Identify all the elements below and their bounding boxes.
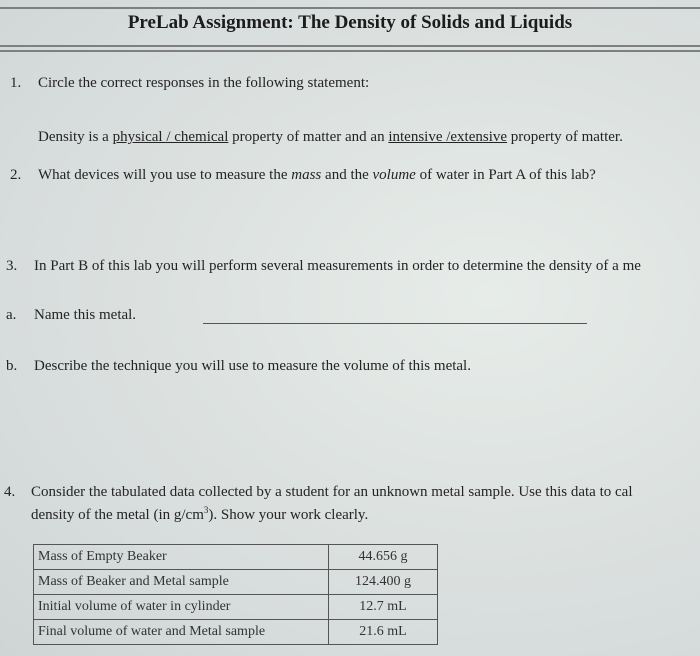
row-value: 12.7 mL: [329, 595, 438, 620]
q3a-letter: a.: [6, 307, 17, 323]
table-row: [34, 620, 438, 645]
table-row: [34, 545, 438, 570]
metal-sample-data-table: [33, 544, 438, 645]
q2-text-mid: and the: [321, 167, 373, 183]
title-rule-upper: [0, 45, 700, 47]
q2-number: 2.: [10, 167, 22, 183]
q4-line2-pre: density of the metal (in g/cm: [31, 507, 204, 523]
q3-number: 3.: [6, 258, 18, 274]
q3a-answer-line[interactable]: [203, 323, 587, 324]
q3b-prompt: Describe the technique you will use to measure the volume of this metal.: [34, 358, 471, 374]
q1-number: 1.: [10, 75, 22, 91]
q1-statement-part3: property of matter.: [507, 129, 623, 145]
q4-superscript: 3: [203, 505, 209, 515]
q4-prompt-line1: Consider the tabulated data collected by a student for an unknown metal sample. Use this data to cal: [31, 484, 633, 500]
row-label: Mass of Beaker and Metal sample: [34, 570, 329, 595]
q2-mass: mass: [291, 167, 322, 183]
q2-text-pre: What devices will you use to measure the: [38, 167, 292, 183]
row-value: 21.6 mL: [329, 620, 438, 645]
q4-prompt-line2: [31, 505, 368, 524]
q2-prompt: [38, 167, 596, 184]
q4-line2-post: ). Show your work clearly.: [208, 507, 369, 523]
q1-statement-part2: property of matter and an: [228, 129, 389, 145]
q4-number: 4.: [4, 484, 16, 500]
row-value: 44.656 g: [329, 545, 438, 570]
q1-option-intensive-extensive: intensive /extensive: [388, 129, 508, 145]
title-rule-lower: [0, 50, 700, 52]
q3-prompt: In Part B of this lab you will perform several measurements in order to determine the density of a me: [34, 258, 641, 274]
q3b-letter: b.: [6, 358, 18, 374]
q2-text-post: of water in Part A of this lab?: [415, 167, 596, 183]
row-label: Initial volume of water in cylinder: [34, 595, 329, 620]
row-label: Final volume of water and Metal sample: [34, 620, 329, 645]
top-rule: [0, 7, 700, 9]
table-row: [34, 570, 438, 595]
row-label: Mass of Empty Beaker: [34, 545, 329, 570]
row-value: 124.400 g: [329, 570, 438, 595]
q1-prompt: Circle the correct responses in the following statement:: [38, 75, 370, 91]
q3a-prompt: Name this metal.: [34, 307, 137, 323]
q2-volume: volume: [372, 167, 416, 183]
page-title: PreLab Assignment: The Density of Solids and Liquids: [127, 12, 573, 33]
q1-statement-part1: Density is a: [38, 129, 113, 145]
q1-option-physical-chemical: physical / chemical: [112, 129, 229, 145]
table-row: [34, 595, 438, 620]
q1-statement: [38, 129, 623, 146]
